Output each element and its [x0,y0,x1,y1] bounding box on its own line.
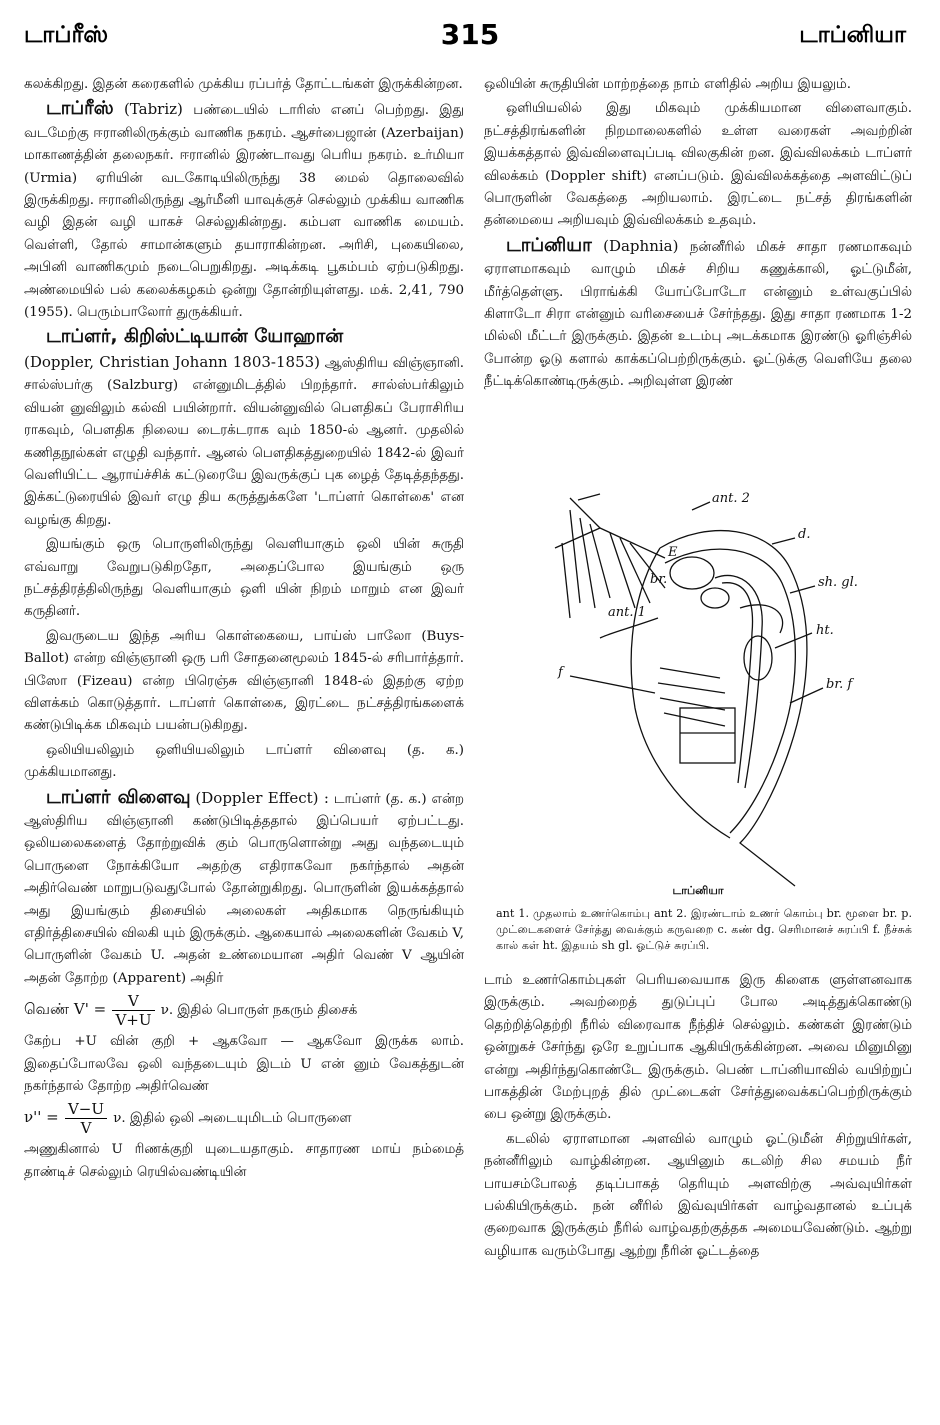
formula-2-denominator: V [80,1119,92,1138]
entry-title-daphnia: டாப்னியா [506,234,592,256]
figure-caption: டாப்னியா [672,884,724,897]
entry-body-doppler: ஆஸ்திரிய விஞ்ஞானி. சால்ஸ்பர்கு (Salzburg) என்னுமிடத்தில் பிறந்தார். சால்ஸ்பர்கிலும் வியன் னுவிலும் கல்வி பயின்றார். வியன்னுவில் பௌதிகப் பேராசிரிய ராகவும், பௌதிக நிலைய டைரக்டராக வும் 1850-ல் ஆனர். முதலில் கணிதநூல்கள் எழுதி வந்தார். ஆனல் பௌதிகத்துறையில் 1842-ல் இவர் வெளியிட்ட ஆராய்ச்சிக் கட்டுரையே இவருக்குப் புக ழைத் தேடித்தந்தது. இக்கட்டுரையில் இவர் எழு திய கருத்துக்களே 'டாப்ளர் கொள்கை' என வழங்கு கிறது. [24,355,464,528]
paragraph: கேற்ப +U வின் குறி + ஆகவோ — ஆகவோ இருக்க லாம். இதைப்போலவே ஒலி வந்தடையும் இடம் U என் னும் வேகத்துடன் நகர்ந்தால் தோற்ற அதிர்வெண் [24,1034,464,1095]
entry-latin-tabriz: (Tabriz) [123,100,183,119]
entry-latin-doppler-effect: (Doppler Effect) : [195,788,329,807]
carapace-inner [665,549,795,833]
brood-pouch [680,708,735,763]
leader-d [772,538,795,544]
label-d: d. [798,527,811,542]
leader-f [570,676,655,693]
leg-2 [658,683,725,693]
brain-shape [701,588,729,608]
seta-8 [578,494,600,500]
paragraph: அணுகினால் U ரிணக்குறி யுடையதாகும். சாதாரண மாய் நம்மைத் தாண்டிச் செல்லும் ரெயில்வண்டியின் [24,1142,464,1180]
entry-body-daphnia: நன்னீரில் மிகச் சாதா ரணமாகவும் ஏராளமாகவும் வாழும் மிகச் சிறிய கணுக்காலி, ஓட்டுமீன், மீர்த்தெள்ளு. பிராங்க்கி யோப்போடோ என்னும் உள்வகுப்பில் கிளாடோ சிரா என்னும் வரிசையைச் சேர்ந்தது. இது சாதா ரணமாக 1-2 மில்லி மீட்டர் இருக்கும். இதன் உடம்பு அடக்கமாக இரண்டு ஓரிஞ்சில் போன்ற ஓடு களால் காக்கப்பெற்றிருக்கும். ஓட்டுக்கு வெளியே தலை நீட்டிக்கொண்டிருக்கும். அறிவுள்ள இரண் [484,239,913,390]
label-ant1: ant. 1 [608,605,646,620]
paragraph: ஒலியியலிலும் ஒளியியலிலும் டாப்ளர் விளைவு (த. க.) முக்கியமானது. [24,742,464,781]
figure-legend: ant 1. முதலாம் உணர்கொம்பு ant 2. இரண்டாம் உணர் கொம்பு br. மூளை br. p. முட்டைகளைச் சேர்த்து வைக்கும் கருவறை c. கண் dg. செரிமானச் சுரப்பி f. நீச்சுக் கால் கள் ht. இதயம் sh gl. ஓட்டுச் சுரப்பி. [496,907,912,952]
left-column [24,74,464,1186]
label-ant2: ant. 2 [712,491,750,506]
formula-1-numerator: V [112,992,154,1011]
formula-2-tail: ν. இதில் ஒலி அடையுமிடம் பொருளை [109,1111,352,1127]
label-br: br. [650,572,668,587]
paragraph-continuation: ஒலியின் சுருதியின் மாற்றத்தை நாம் எளிதில் அறிய இயலும். [484,77,852,92]
page-number: 315 [440,18,500,51]
paragraph: ஒளியியலில் இது மிகவும் முக்கியமான விளைவாகும். நட்சத்திரங்களின் நிறமாலைகளில் உள்ள வரைகள் அவற்றின் இயக்கத்தால் இவ்விளைவுப்படி விலகுகின் றன. இவ்விலக்கம் டாப்ளர் விலக்கம் (Doppler shift) எனப்படும். இவ்விலக்கத்தை அளவிட்டுப் பொருளின் வேகத்தை அறியலாம். இரட்டை நட்சத் திரங்களின் தன்மையை அறியவும் இவ்விலக்கம் உதவும். [484,101,912,229]
label-shgl: sh. gl. [818,575,858,590]
antenna-2-branch [570,498,600,528]
entry-latin-doppler: (Doppler, Christian Johann 1803-1853) [24,352,321,371]
paragraph: இயங்கும் ஒரு பொருளிலிருந்து வெளியாகும் ஒலி யின் சுருதி எவ்வாறு வேறுபடுகிறதோ, அதைப்போல இயங்கும் ஒரு நட்சத்திரத்திலிருந்து வெளியாகும் ஒளி யின் நிறம் மாறும் என இவர் கருதினர். [24,537,464,620]
entry-body-doppler-effect: டாப்ளர் (த. க.) என்ற ஆஸ்திரிய விஞ்ஞானி கண்டுபிடித்ததால் இப்பெயர் ஏற்பட்டது. ஒலியலைகளைத் தோற்றுவிக் கும் பொருளொன்று அது வந்தடையும் பொருளை நோக்கியோ அதற்கு எதிராகவோ நகர்ந்தால் அதன் அதிர்வெண் மாறுபடுவதுபோல் தோன்றுகிறது. பொருளின் இயக்கத்தால் அது இயங்கும் திசையில் அலைகள் அதிகமாக நெருங்கியும் எதிர்த்திசையில் விலகி யும் இருக்கும். ஆகையால் அலைகளின் வேகம் V, பொருளின் வேகம் U. அதன் உண்மையான அதிர் வெண் V ஆயின் அதன் தோற்ற (Apparent) அதிர் [24,791,464,986]
formula-1-denominator: V+U [115,1011,152,1030]
seta-3 [570,510,580,603]
heart-shape [744,636,772,680]
label-f: f [558,665,563,680]
entry-tabriz [24,98,464,324]
daphnia-illustration [540,488,910,888]
paragraph-continuation: கலக்கிறது. இதன் கரைகளில் முக்கிய ரப்பர்த் தோட்டங்கள் இருக்கின்றன. [24,77,463,92]
entry-title-tabriz: டாப்ரீஸ் [46,98,114,120]
paragraph: இவருடைய இந்த அரிய கொள்கையை, பாய்ஸ் பாலோ (Buys-Ballot) என்ற விஞ்ஞானி ஒரு பரி சோதனைமூலம் 1845-ல் சரிபார்த்தார். பிஸோ (Fizeau) என்ற பிரெஞ்சு விஞ்ஞானி 1848-ல் இதற்கு ஏற்ற விளக்கம் கொடுத்தார். டாப்ளர் கொள்கை, இரட்டை நட்சத்திரங்களைக் கண்டுபிடிக்க மிகவும் பயன்படுகிறது. [24,628,464,734]
entry-doppler [24,326,464,532]
label-brf: br. f [826,677,853,692]
paragraph: கடலில் ஏராளமான அளவில் வாழும் ஓட்டுமீன் சிற்றுயிர்கள், நன்னீரிலும் வாழ்கின்றன. ஆயினும் கடலிற் சில சமயம் நீர் பாயசம்போலத் தடிப்பாகத் தெரியும் அளவிற்கு அவ்வுயிர்கள் பல்கியிருக்கும். நன் னீரில் இவ்வுயிர்கள் வாழ்வதானல் உப்புக் குறைவாக இருக்கும் நீரில் வாழ்வதற்குத்தக அமையவேண்டும். ஆற்று வழியாக வரும்போது ஆற்று நீரின் ஓட்டத்தை [484,1131,912,1259]
formula-line-2 [24,1100,464,1137]
paragraph: டாம் உணர்கொம்புகள் பெரியவையாக இரு கிளைக ளுள்ளனவாக இருக்கும். அவற்றைத் துடுப்புப் போல அடித்துக்கொண்டு தெற்றித்தெற்றி நீரில் விரைவாக நீந்திச் செல்லும். கண்கள் இரண்டும் ஒன்றுகச் சேர்ந்து ஒரே உறுப்பாக ஆகியிருக்கின்றன. அவை மினுமினு என்று அதிர்ந்துகொண்டே இருக்கும். பெண் டாப்னியாவில் வயிற்றுப் பாகத்தின் மேற்புறத் தில் முட்டைகள் சேர்த்துவைக்கப்பெற்றிருக்கும் பை ஒன்று இருக்கும். [484,973,912,1123]
leader-shgl [790,586,815,593]
leader-brf [790,688,823,703]
leg-4 [664,713,725,726]
antenna-2-stem [555,528,665,558]
leg-1 [660,668,720,678]
entry-daphnia [484,235,912,394]
right-column [484,74,912,396]
formula-2-lead: ν'' = [24,1108,59,1127]
formula-1-tail: ν. இதில் பொருள் நகரும் திசைக் [156,1003,358,1019]
seta-6 [620,538,650,603]
leader-ant2 [692,502,710,510]
seta-1 [590,524,610,598]
entry-title-doppler-effect: டாப்ளர் விளைவு [46,786,191,808]
formula-1-fraction [112,992,154,1029]
eye-shape [670,557,714,589]
entry-latin-daphnia: (Daphnia) [603,236,679,255]
entry-doppler-effect [24,787,464,991]
label-ht: ht. [816,623,834,638]
gut-inner [722,583,753,783]
right-column-lower [484,970,912,1265]
label-e: E [668,545,678,560]
running-head-left: டாப்ரீஸ் [24,22,109,48]
ventral-outline [631,548,730,838]
seta-4 [562,543,570,618]
antenna-1 [600,618,658,638]
formula-2-numerator: V−U [65,1100,107,1119]
formula-1-lead: வெண் V' = [24,1000,107,1019]
formula-line-1 [24,992,464,1029]
running-head-right: டாப்னியா [799,22,906,48]
formula-2-fraction [65,1100,107,1137]
entry-title-doppler: டாப்ளர், கிறிஸ்ட்டியான் யோஹான் [46,326,344,348]
entry-body-tabriz: பண்டையில் டாரிஸ் எனப் பெற்றது. இது வடமேற்கு ஈரானிலிருக்கும் வாணிக நகரம். ஆசர்பைஜான் (Azerbaijan) மாகாணத்தின் தலைநகர். ஈரானில் இரண்டாவது பெரிய நகரம். உர்மியா (Urmia) ஏரியின் வடகோடியிலிருந்து 38 மைல் தொலைவில் இருக்கிறது. ஈரானிலிருந்து ஆர்மீனி யாவுக்குச் செல்லும் முக்கிய வாணிக வழி இதன் வழி யாகச் செல்லுகின்றது. கம்பள வாணிக மையம். வெள்ளி, தோல் சாமான்களும் தயாராகின்றன. அரிசி, புகையிலை, அபினி வாணிகமும் நடைபெறுகிறது. அடிக்கடி பூகம்பம் ஏற்படுகிறது. அண்மையில் பல் கலைக்கழகம் ஒன்று தோன்றியுள்ளது. மக். 2,41, 790 (1955). பெரும்பாலோர் துருக்கியர். [24,103,464,321]
